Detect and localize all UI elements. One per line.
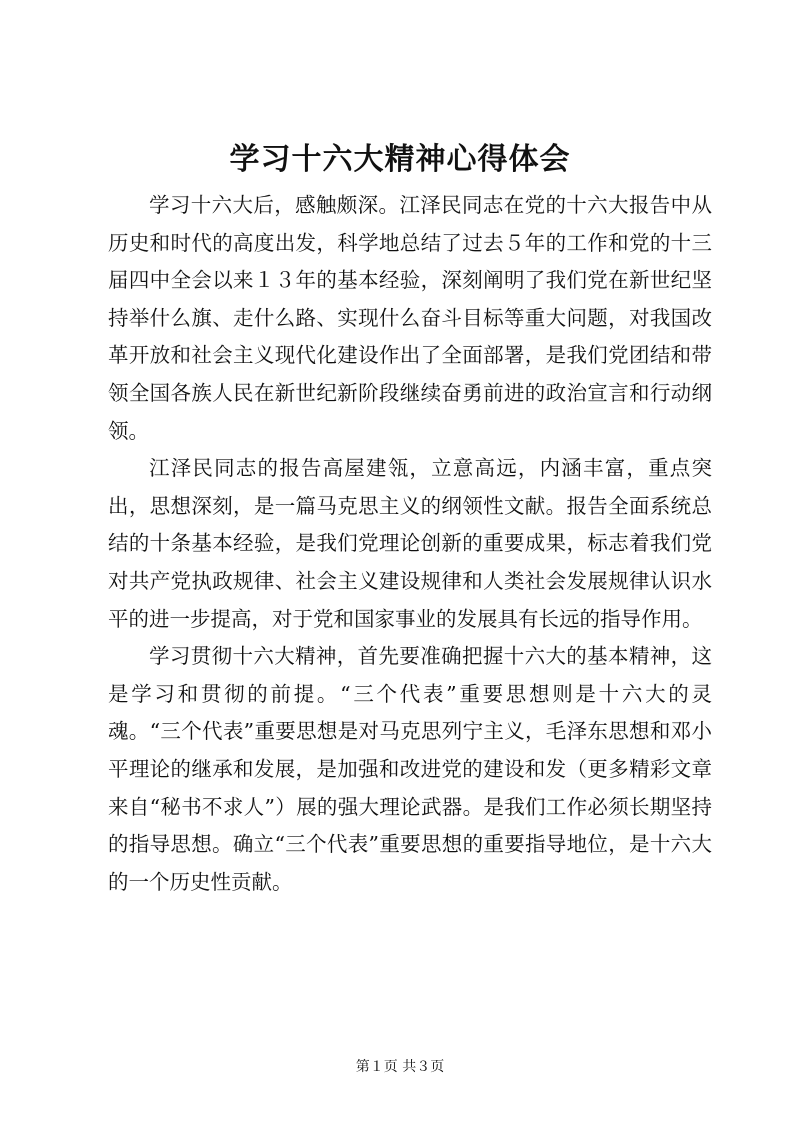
paragraph-2: 江泽民同志的报告高屋建瓴，立意高远，内涵丰富，重点突出，思想深刻，是一篇马克思主义的纲领性文献。报告全面系统总结的十条基本经验，是我们党理论创新的重要成果，标志着我们党对共产党执政规律、社会主义建设规律和人类社会发展规律认识水平的进一步提高，对于党和国家事业的发展具有长远的指导作用。 bbox=[108, 456, 712, 631]
paragraph-1: 学习十六大后，感触颇深。江泽民同志在党的十六大报告中从历史和时代的高度出发，科学地总结了过去５年的工作和党的十三届四中全会以来１３年的基本经验，深刻阐明了我们党在新世纪坚持举什么旗、走什么路、实现什么奋斗目标等重大问题，对我国改革开放和社会主义现代化建设作出了全面部署，是我们党团结和带领全国各族人民在新世纪新阶段继续奋勇前进的政治宣言和行动纲领。 bbox=[108, 193, 712, 443]
document-title: 学习十六大精神心得体会 bbox=[229, 142, 571, 177]
page-number-footer: 第１页 共３页 bbox=[355, 1059, 445, 1075]
paragraph-3: 学习贯彻十六大精神，首先要准确把握十六大的基本精神，这是学习和贯彻的前提。“三个代表”重要思想则是十六大的灵魂。“三个代表”重要思想是对马克思列宁主义，毛泽东思想和邓小平理论的继承和发展，是加强和改进党的建设和发（更多精彩文章来自“秘书不求人”）展的强大理论武器。是我们工作必须长期坚持的指导思想。确立“三个代表”重要思想的重要指导地位，是十六大的一个历史性贡献。 bbox=[108, 644, 712, 894]
document-body bbox=[108, 187, 712, 901]
